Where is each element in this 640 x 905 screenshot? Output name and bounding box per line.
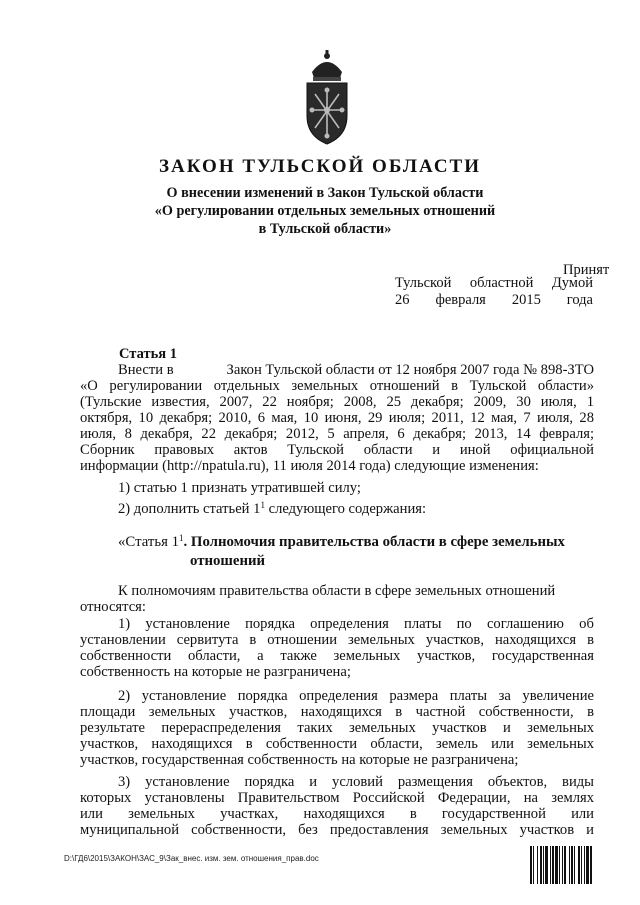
power-item-2-body <box>80 704 594 768</box>
text-line: площади земельных участков, находящихся в частной собственности, в <box>80 704 594 720</box>
text-line: «О регулировании отдельных земельных отношений в Тульской области» <box>80 378 594 394</box>
barcode-bar <box>581 846 582 884</box>
text-line: результате перераспределения таких земельных участков и земельных <box>80 720 594 736</box>
barcode-image <box>530 846 618 884</box>
barcode-bar <box>590 846 592 884</box>
text-line: июля, 8 декабря, 22 декабря; 2012, 5 апреля, 6 декабря; 2013, 14 февраля; <box>80 426 594 442</box>
barcode-bar <box>564 846 566 884</box>
text-fragment: Внести в <box>118 362 174 378</box>
barcode-bar <box>578 846 580 884</box>
accepted-word: года <box>566 292 593 308</box>
law-subtitle <box>120 184 530 238</box>
text-line: (Тульские известия, 2007, 22 ноября; 2008, 25 декабря; 2009, 30 июля, 1 <box>80 394 594 410</box>
text-line-spread: или земельных участках, находящихся в государственной или <box>80 806 594 822</box>
subtitle-line: О внесении изменений в Закон Тульской области <box>166 185 484 201</box>
accepted-word: областной <box>469 275 534 291</box>
amendment-item-2: 2) дополнить статьей $1^1$ следующего содержания: <box>118 500 427 517</box>
power-item-1-body <box>80 632 594 680</box>
accepted-word: Тульской <box>395 275 452 291</box>
text-line-spread: Сборник правовых актов Тульской области и иной официальной <box>80 442 594 458</box>
accepted-date-line <box>395 291 593 309</box>
text-line-spread: собственности области, а также земельных участков, государственная <box>80 648 594 664</box>
law-title: ЗАКОН ТУЛЬСКОЙ ОБЛАСТИ <box>158 156 482 177</box>
text-line: участков, государственная собственность на которые не разграничена; <box>80 752 519 768</box>
accepted-line <box>395 274 593 292</box>
barcode-bar <box>550 846 551 884</box>
text-line: установлении сервитута в отношении земельных участков, находящихся в <box>80 632 594 648</box>
barcode-bar <box>574 846 575 884</box>
barcode-bar <box>545 846 548 884</box>
accepted-word: 26 <box>395 292 410 308</box>
barcode-bar <box>559 846 560 884</box>
barcode-bar <box>537 846 538 884</box>
power-item-3-first: 3) установление порядка и условий размещения объектов, виды <box>118 774 594 790</box>
power-item-2-first: 2) установление порядка определения размера платы за увеличение <box>118 688 594 704</box>
barcode-bar <box>584 846 585 884</box>
subtitle-line: «О регулировании отдельных земельных отношений <box>154 203 496 219</box>
power-item-1-first: 1) установление порядка определения платы по соглашению об <box>118 616 594 632</box>
text-line: информации (http://npatula.ru), 11 июля 2014 года) следующие изменения: <box>80 458 539 474</box>
coat-of-arms-emblem <box>298 50 356 146</box>
file-path-footer: D:\ГД6\2015\ЗАКОН\ЗАС_9\Зак_внес. изм. зем. отношения_прав.doc <box>64 854 319 863</box>
amendment-item-1: 1) статью 1 признать утратившей силу; <box>118 480 361 496</box>
barcode-bar <box>530 846 532 884</box>
text-line: которых установлены Правительством Российской Федерации, на землях <box>80 790 594 806</box>
barcode-bar <box>533 846 534 884</box>
accepted-word: 2015 <box>511 292 541 308</box>
new-article-title: «Статья $1^1$. Полномочия правительства области в сфере земельных отношений <box>118 533 565 569</box>
barcode-bar <box>552 846 554 884</box>
powers-intro: К полномочиям правительства области в сфере земельных отношений <box>118 583 556 599</box>
accepted-label: Принят <box>563 262 610 278</box>
barcode-bar <box>571 846 573 884</box>
text-line: участков, находящихся в собственности области, земель или земельных <box>80 736 594 752</box>
barcode-bar <box>586 846 589 884</box>
barcode-bar <box>569 846 570 884</box>
text-line: собственность на которые не разграничена; <box>80 664 351 680</box>
barcode-bar <box>555 846 558 884</box>
text-line: муниципальной собственности, без предоставления земельных участков и <box>80 822 594 838</box>
accepted-block <box>395 274 593 310</box>
article-intro-first-line <box>118 362 594 378</box>
text-fragment: Закон Тульской области от 12 ноября 2007 года № 898-ЗТО <box>226 362 594 378</box>
accepted-word: февраля <box>435 292 486 308</box>
text-line: октября, 10 декабря; 2010, 6 мая, 10 июня, 29 июля; 2011, 12 мая, 7 июля, 28 <box>80 410 594 426</box>
accepted-word: Думой <box>551 275 593 291</box>
powers-intro-cont: относятся: <box>80 599 146 615</box>
article-intro-body <box>80 378 594 474</box>
subtitle-line: в Тульской области» <box>258 221 392 237</box>
power-item-3-body <box>80 790 594 838</box>
article-heading: Статья 1 <box>119 346 177 362</box>
barcode-bar <box>540 846 542 884</box>
barcode-bar <box>562 846 563 884</box>
barcode-bar <box>543 846 544 884</box>
